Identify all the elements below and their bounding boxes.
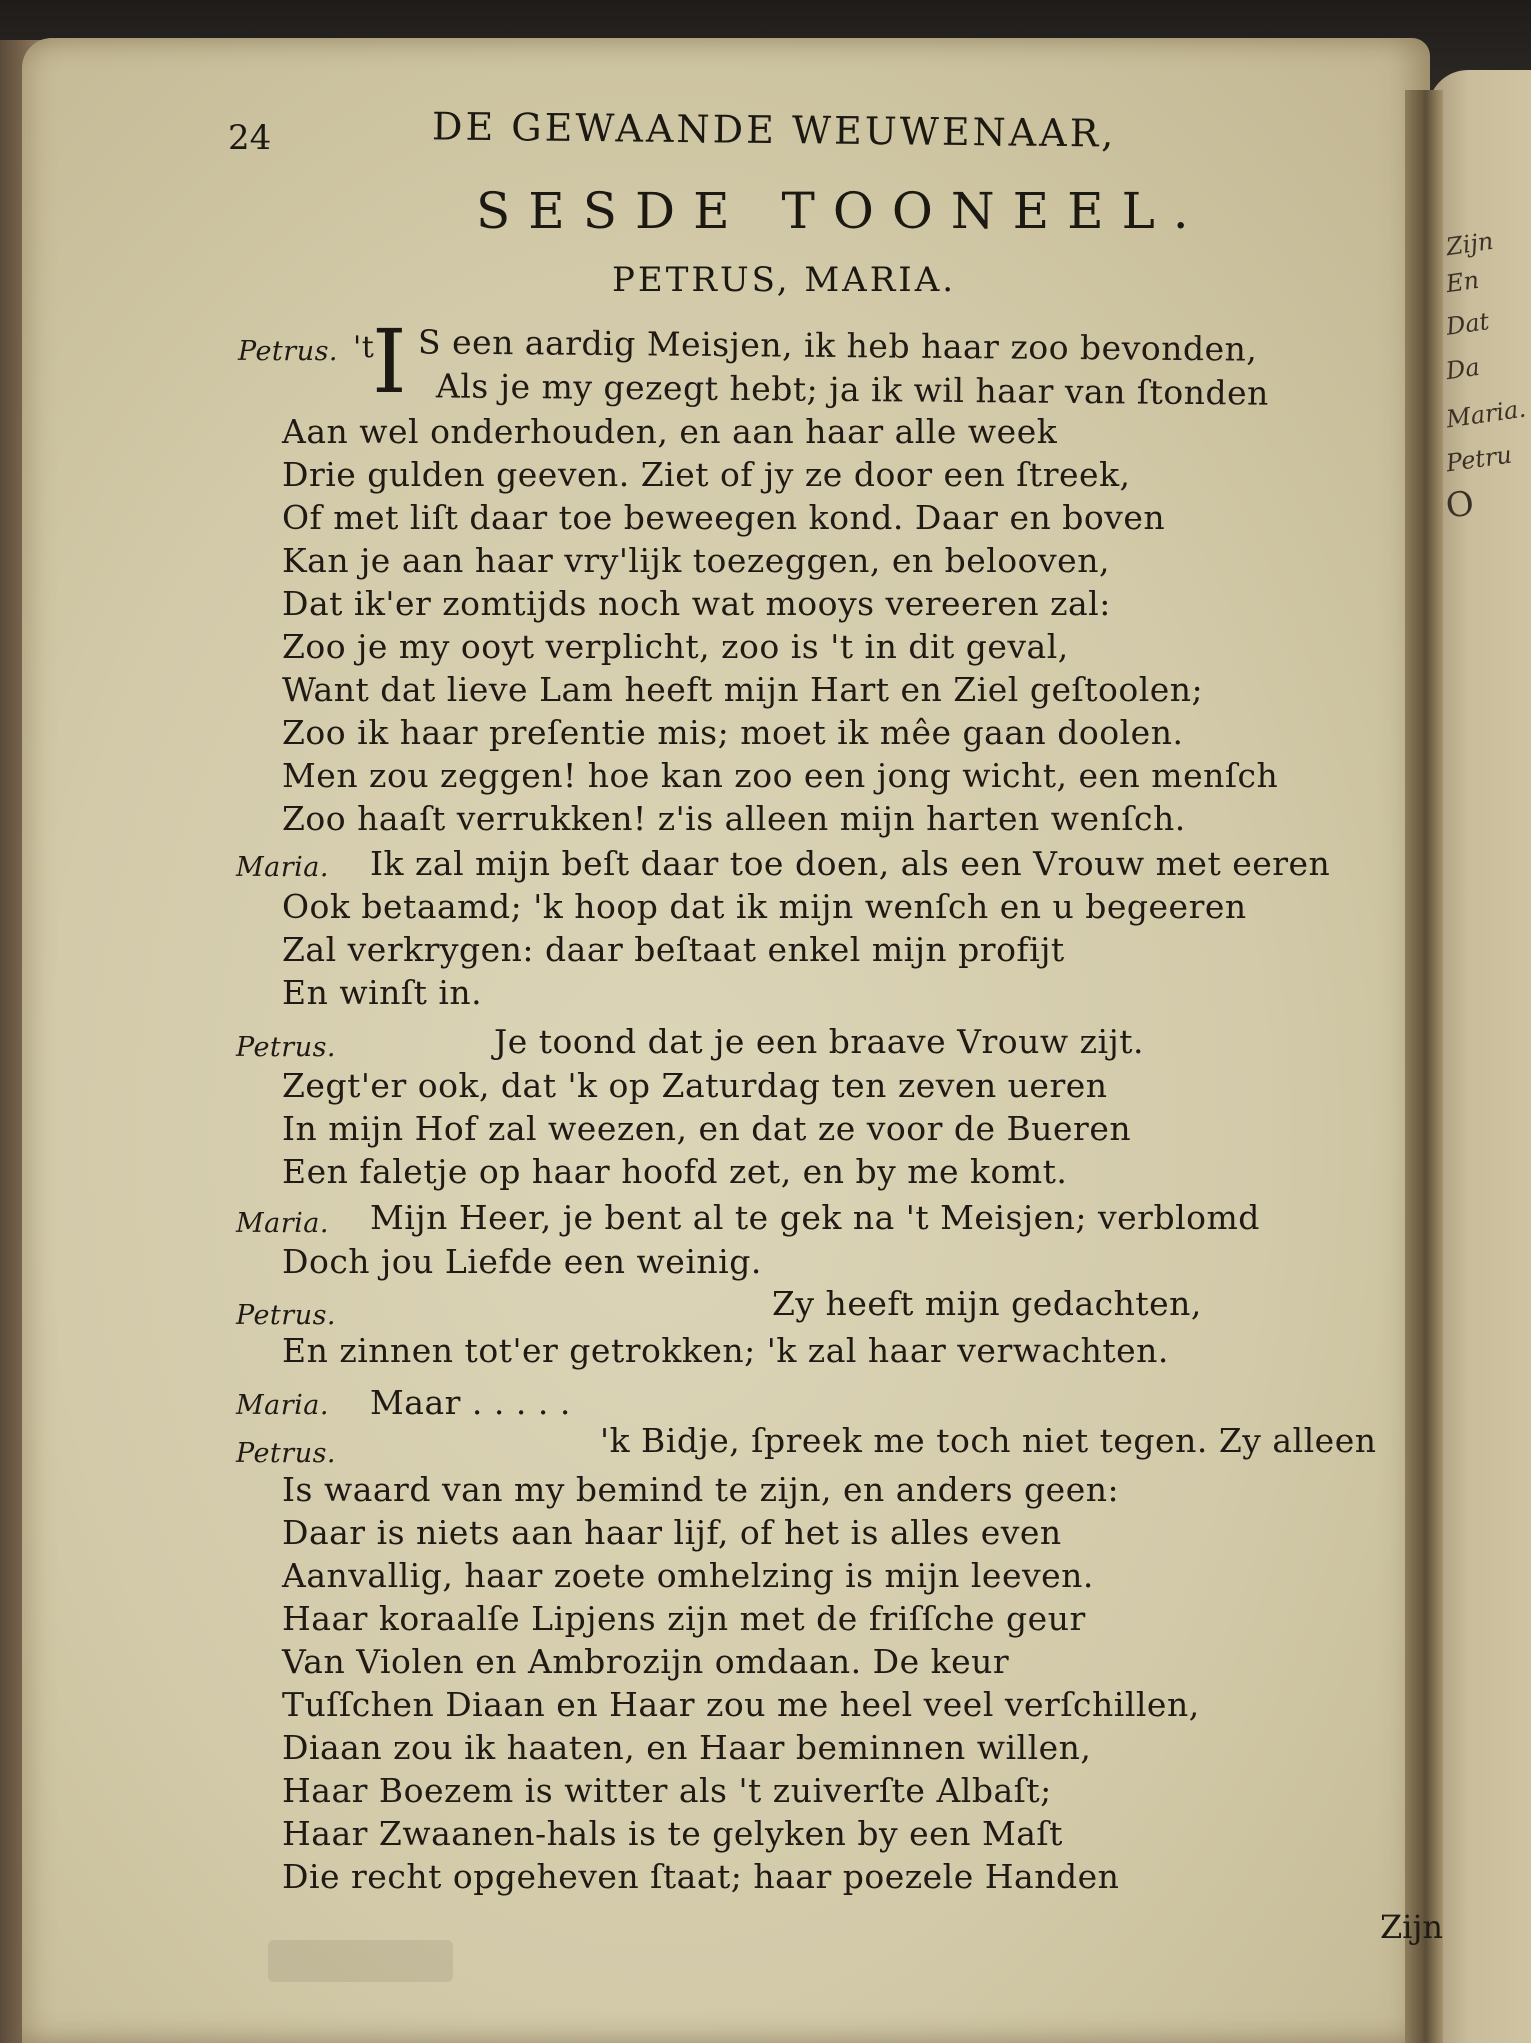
verse-line: Men zou zeggen! hoe kan zoo een jong wicht, een menſch [282, 756, 1279, 795]
verse-line: Doch jou Liefde een weinig. [282, 1242, 762, 1281]
verse-line: Of met liſt daar toe beweegen kond. Daar en boven [282, 498, 1166, 537]
speaker-label: Petrus. [236, 1032, 337, 1063]
line-prefix: 't [353, 330, 375, 365]
verse-line: Tuſſchen Diaan en Haar zou me heel veel verſchillen, [282, 1685, 1200, 1724]
verse-line: Aanvallig, haar zoete omhelzing is mijn leeven. [282, 1556, 1094, 1595]
verse-line: En winſt in. [282, 973, 483, 1012]
facing-page-text: Petru [1444, 440, 1514, 478]
page-number: 24 [228, 118, 272, 158]
verse-line: Daar is niets aan haar lijf, of het is alles even [282, 1513, 1062, 1552]
speaker-label: Petrus. [236, 1300, 337, 1331]
verse-line: 'k Bidje, ſpreek me toch niet tegen. Zy alleen [600, 1421, 1377, 1460]
verse-line: S een aardig Meisjen, ik heb haar zoo bevonden, [417, 322, 1258, 369]
verse-line: Zoo haaſt verrukken! z'is alleen mijn harten wenſch. [282, 799, 1186, 838]
facing-page-text: Maria. [1444, 394, 1528, 434]
verse-line: Aan wel onderhouden, en aan haar alle week [282, 412, 1058, 451]
verse-line: In mijn Hof zal weezen, en dat ze voor de Bueren [282, 1109, 1132, 1148]
verse-line: En zinnen tot'er getrokken; 'k zal haar verwachten. [282, 1331, 1169, 1370]
verse-line: Een faletje op haar hoofd zet, en by me komt. [282, 1152, 1068, 1191]
catchword: Zijn [1380, 1908, 1443, 1946]
facing-page-text: Da [1444, 352, 1482, 386]
facing-page [1428, 70, 1531, 2043]
verse-line: Ook betaamd; 'k hoop dat ik mijn wenſch en u begeeren [282, 887, 1247, 926]
verse-line: Zal verkrygen: daar beſtaat enkel mijn profijt [282, 930, 1065, 969]
verse-line: Want dat lieve Lam heeft mijn Hart en Ziel geſtoolen; [282, 670, 1204, 709]
verse-line: Je toond dat je een braave Vrouw zijt. [494, 1022, 1145, 1061]
verse-line: Zoo ik haar preſentie mis; moet ik mêe gaan doolen. [282, 713, 1184, 752]
scene-title: SESDE TOONEEL. [476, 182, 1207, 240]
verse-line: Ik zal mijn beſt daar toe doen, als een Vrouw met eeren [370, 844, 1331, 883]
verse-line: Zegt'er ook, dat 'k op Zaturdag ten zeven ueren [282, 1066, 1108, 1105]
facing-page-text: En [1444, 265, 1481, 299]
verse-line: Zy heeft mijn gedachten, [772, 1284, 1202, 1323]
verse-line: Dat ik'er zomtijds noch wat mooys vereeren zal: [282, 584, 1111, 623]
verse-line: Drie gulden geeven. Ziet of jy ze door een ſtreek, [282, 455, 1131, 494]
verse-line: Maar . . . . . [370, 1383, 571, 1422]
verse-line: Haar koraalſe Lipjens zijn met de friſſche geur [282, 1599, 1086, 1638]
speaker-label: Maria. [236, 852, 329, 883]
speaker-label: Maria. [236, 1208, 329, 1239]
verse-line: Als je my gezegt hebt; ja ik wil haar van ſtonden [435, 366, 1270, 413]
verse-line: Haar Zwaanen-hals is te gelyken by een Maſt [282, 1814, 1063, 1853]
running-title: DE GEWAANDE WEUWENAAR, [431, 104, 1117, 156]
speaker-label: Petrus. [236, 1438, 337, 1469]
drop-cap: I [372, 310, 407, 413]
facing-page-text: Dat [1444, 307, 1491, 341]
verse-line: Is waard van my bemind te zijn, en anders geen: [282, 1470, 1120, 1509]
faded-stamp [268, 1940, 453, 1982]
verse-line: Zoo je my ooyt verplicht, zoo is 't in dit geval, [282, 627, 1069, 666]
verse-line: Mijn Heer, je bent al te gek na 't Meisjen; verblomd [370, 1198, 1260, 1237]
verse-line: Haar Boezem is witter als 't zuiverſte Albaſt; [282, 1771, 1052, 1810]
verse-line: Kan je aan haar vry'lijk toezeggen, en belooven, [282, 541, 1110, 580]
speaker-label: Petrus. [238, 336, 339, 367]
verse-line: Die recht opgeheven ſtaat; haar poezele Handen [282, 1857, 1120, 1896]
scene-characters: PETRUS, MARIA. [612, 260, 957, 300]
speaker-label: Maria. [236, 1390, 329, 1421]
facing-page-text: O [1443, 483, 1477, 527]
verse-line: Diaan zou ik haaten, en Haar beminnen willen, [282, 1728, 1092, 1767]
verse-line: Van Violen en Ambrozijn omdaan. De keur [282, 1642, 1010, 1681]
facing-page-text: Zijn [1444, 226, 1495, 262]
book-gutter [1405, 90, 1443, 2043]
